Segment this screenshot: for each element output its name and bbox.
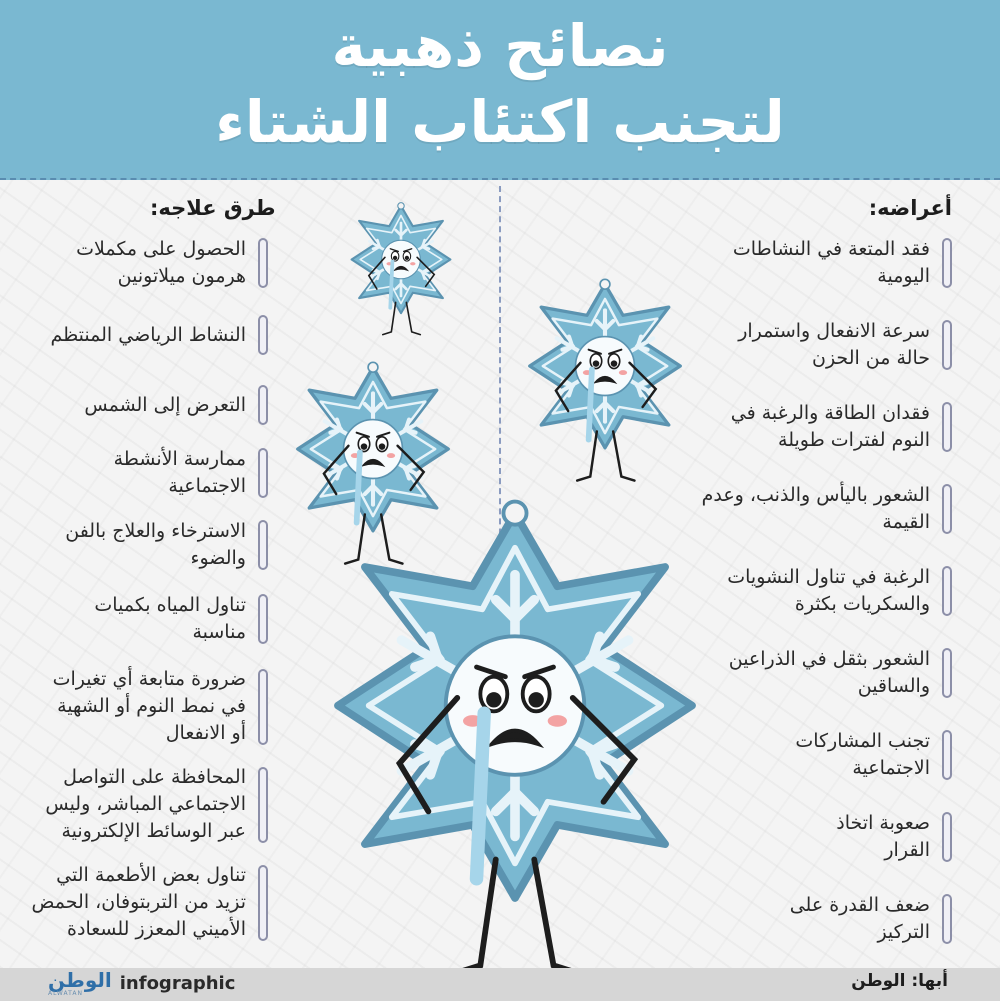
logo-text: الوطن [48,968,112,992]
symptom-text: سرعة الانفعال واستمرار [738,320,930,342]
treatment-text: عبر الوسائط الإلكترونية [61,820,246,842]
symptom-item [836,810,952,864]
header-banner [0,0,1000,180]
treatment-item [84,385,268,425]
infographic-label: infographic [119,973,236,994]
rounded-bar-icon [258,238,268,288]
rounded-bar-icon [942,238,952,288]
symptom-item [795,728,952,782]
treatment-item [50,315,268,355]
symptom-text: النوم لفترات طويلة [778,429,930,451]
credit-text: أبها: الوطن [851,971,948,991]
rounded-bar-icon [258,315,268,355]
symptom-item [727,564,952,618]
treatment-item [45,764,268,845]
rounded-bar-icon [942,566,952,616]
rounded-bar-icon [258,669,268,745]
treatment-text: في نمط النوم أو الشهية [57,695,246,717]
treatment-text: الاجتماعية [168,475,246,497]
rounded-bar-icon [942,320,952,370]
treatment-text: ممارسة الأنشطة [113,448,246,470]
treatment-text: تزيد من التربتوفان، الحمض [31,891,246,913]
logo [48,970,235,997]
symptom-item [702,482,952,536]
rounded-bar-icon [942,648,952,698]
rounded-bar-icon [258,865,268,941]
rounded-bar-icon [258,520,268,570]
symptom-item [738,318,952,372]
footer-bar [0,968,1000,1001]
symptom-item [729,646,952,700]
symptom-text: حالة من الحزن [812,347,930,369]
treatment-text: الحصول على مكملات [76,238,246,260]
treatment-text: النشاط الرياضي المنتظم [50,323,246,346]
symptom-text: تجنب المشاركات [795,730,930,752]
treatment-item [76,236,268,290]
symptom-text: الرغبة في تناول النشويات [727,566,930,588]
symptom-item [731,400,952,454]
treatment-text: الأميني المعزز للسعادة [67,918,246,940]
treatment-item [32,862,268,943]
page-title-line1: نصائح ذهبية [331,12,669,80]
rounded-bar-icon [942,484,952,534]
treatment-text: أو الانفعال [165,722,246,744]
symptom-text: الشعور باليأس والذنب، وعدم [701,484,930,506]
rounded-bar-icon [942,812,952,862]
symptom-text: فقدان الطاقة والرغبة في [730,402,930,424]
rounded-bar-icon [258,594,268,644]
treatment-text: مناسبة [192,621,246,643]
treatment-text: الاجتماعي المباشر، وليس [45,793,246,815]
symptom-text: الشعور بثقل في الذراعين [728,648,930,670]
treatment-item [114,446,268,500]
symptoms-heading: أعراضه: [868,196,952,220]
rounded-bar-icon [258,385,268,425]
rounded-bar-icon [942,402,952,452]
symptom-text: ضعف القدرة على [789,894,930,916]
treatment-text: المحافظة على التواصل [63,766,246,788]
symptom-item [733,236,952,290]
rounded-bar-icon [258,767,268,843]
symptom-text: الاجتماعية [852,757,930,779]
rounded-bar-icon [258,448,268,498]
treatment-text: تناول بعض الأطعمة التي [56,864,246,886]
treatment-text: التعرض إلى الشمس [84,393,246,416]
rounded-bar-icon [942,730,952,780]
sad-snowflake-icon [515,270,695,485]
sad-snowflake-icon [342,198,460,336]
sad-snowflake-icon [283,353,463,568]
treatment-item [53,666,268,747]
symptom-text: اليومية [877,265,930,287]
treatment-item [94,592,268,646]
logo-subtext: ALWATAN [48,990,83,997]
treatment-text: الاسترخاء والعلاج بالفن [65,520,246,542]
symptom-text: القرار [884,839,930,861]
symptom-text: القيمة [882,511,930,533]
symptom-text: والسكريات بكثرة [794,593,930,615]
symptom-item [790,892,952,946]
rounded-bar-icon [942,894,952,944]
symptom-text: فقد المتعة في النشاطات [732,238,930,260]
symptom-text: والساقين [857,675,930,697]
symptom-text: صعوبة اتخاذ [836,812,930,834]
treatment-text: تناول المياه بكميات [94,594,246,616]
treatment-item [65,518,268,572]
symptom-text: التركيز [877,921,930,943]
treatment-text: ضرورة متابعة أي تغيرات [52,668,246,690]
treatments-heading: طرق علاجه: [150,196,276,220]
treatment-text: هرمون ميلاتونين [117,265,246,287]
treatment-text: والضوء [190,547,246,569]
page-title-line2: لتجنب اكتئاب الشتاء [215,88,785,156]
